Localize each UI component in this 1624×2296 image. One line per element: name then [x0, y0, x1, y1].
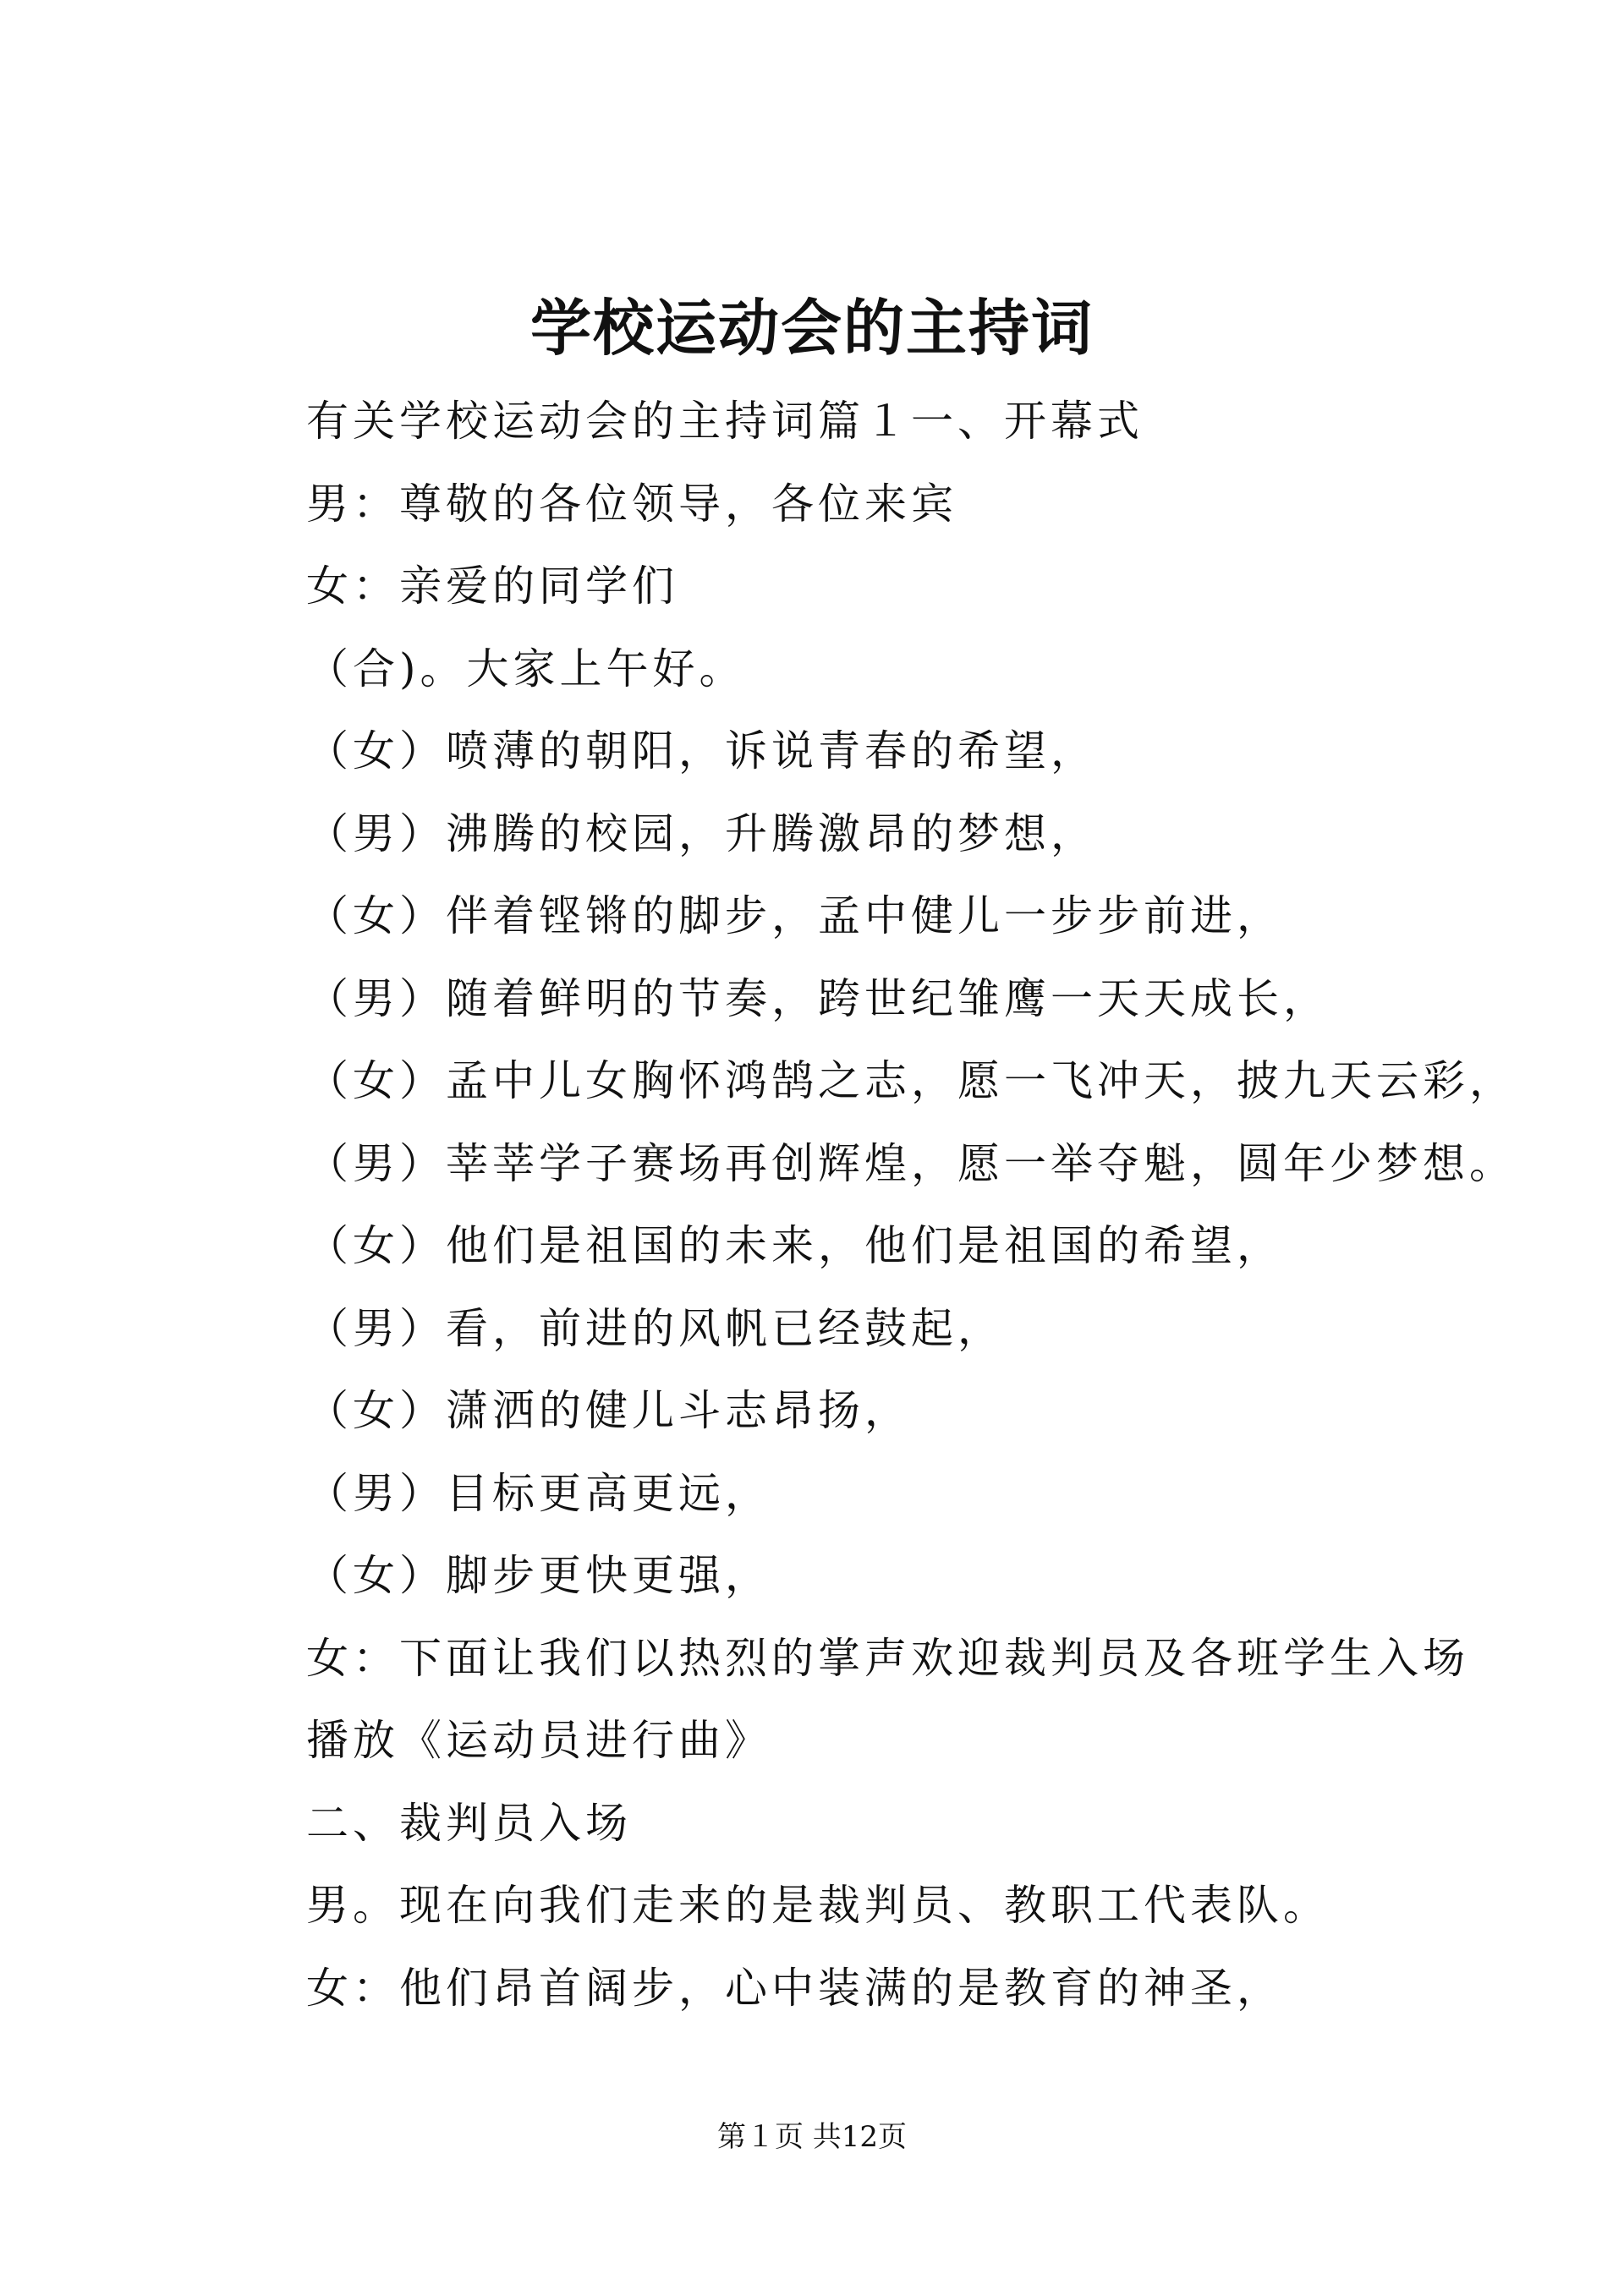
page-number-footer: 第１页 共12页	[716, 2120, 908, 2154]
text-line: 二、裁判员入场	[306, 1798, 632, 1848]
text-line: 男：尊敬的各位领导，各位来宾	[306, 479, 957, 529]
text-line: 有关学校运动会的主持词篇１一、开幕式	[306, 397, 1144, 446]
text-line: （女）脚步更快更强，	[306, 1551, 771, 1600]
text-line: （合)。大家上午好。	[306, 644, 746, 693]
text-line: （女）他们是祖国的未来，他们是祖国的希望，	[306, 1221, 1283, 1270]
text-line: （女）伴着铿锵的脚步，孟中健儿一步步前进，	[306, 891, 1283, 940]
document-title: 学校运动会的主持词	[529, 292, 1094, 364]
text-line: 女：下面让我们以热烈的掌声欢迎裁判员及各班学生入场	[306, 1633, 1469, 1683]
text-line: 女：他们昂首阔步，心中装满的是教育的神圣，	[306, 1963, 1283, 2013]
text-line: 男。现在向我们走来的是裁判员、教职工代表队。	[306, 1881, 1330, 1930]
text-line: （男）莘莘学子赛场再创辉煌，愿一举夺魁，圆年少梦想。	[306, 1138, 1516, 1188]
text-line: （女）孟中儿女胸怀鸿鹄之志，愿一飞冲天，披九天云彩，	[306, 1056, 1516, 1105]
text-line: （男）沸腾的校园，升腾激昂的梦想，	[306, 808, 1097, 858]
text-line: （女）潇洒的健儿斗志昂扬，	[306, 1386, 911, 1435]
text-line: 女：亲爱的同学们	[306, 562, 678, 611]
text-line: （男）看，前进的风帆已经鼓起，	[306, 1303, 1004, 1353]
text-line: （男）目标更高更远，	[306, 1468, 771, 1518]
text-line: 播放《运动员进行曲》	[306, 1716, 771, 1765]
document-body	[306, 381, 1516, 2030]
text-line: （男）随着鲜明的节奏，跨世纪雏鹰一天天成长，	[306, 973, 1330, 1023]
text-line: （女）喷薄的朝阳，诉说青春的希望，	[306, 726, 1097, 775]
